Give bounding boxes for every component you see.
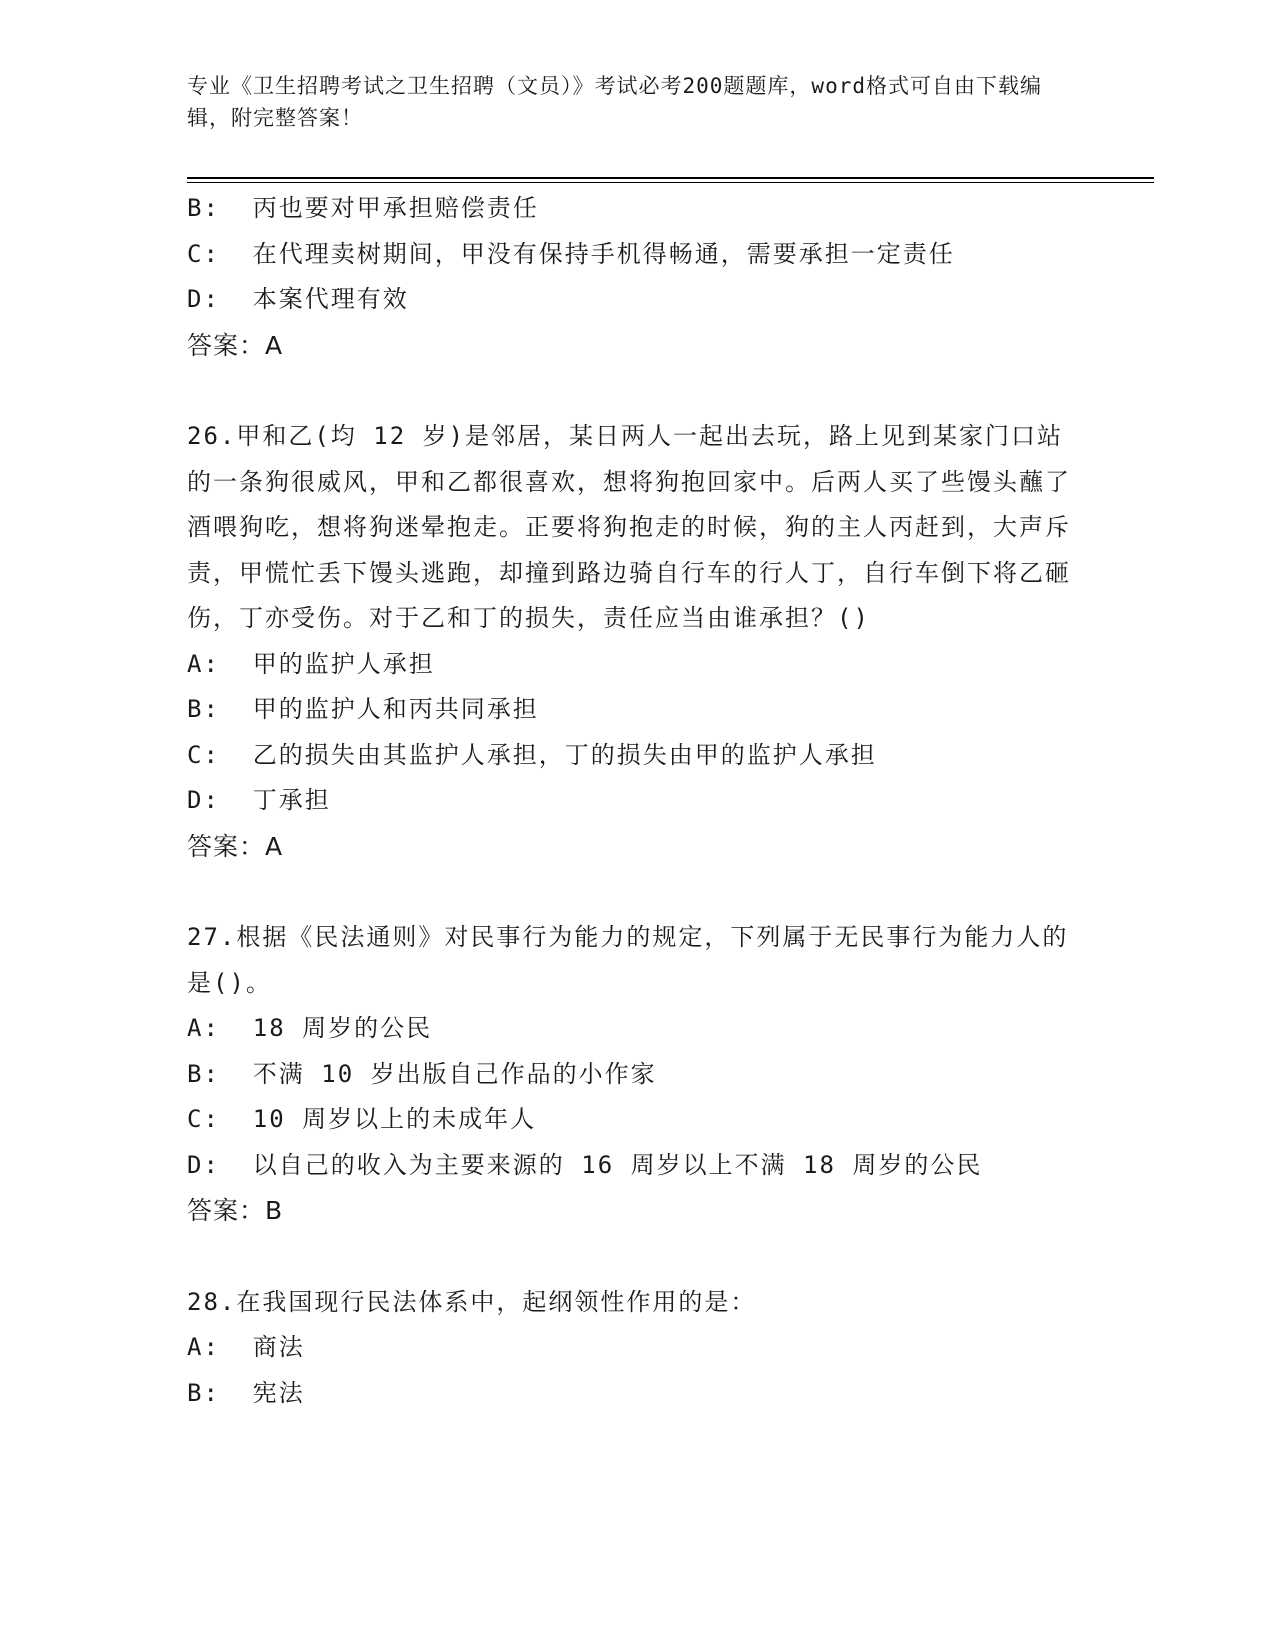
option-c: C: 10 周岁以上的未成年人 [187, 1105, 537, 1133]
option-b: B: 宪法 [187, 1378, 305, 1407]
option-d: D: 丁承担 [187, 786, 331, 814]
option-d: D: 以自己的收入为主要来源的 16 周岁以上不满 18 周岁的公民 [187, 1150, 983, 1179]
question-list [187, 186, 1087, 1416]
option-d: D: 本案代理有效 [187, 285, 409, 313]
header-divider [187, 177, 1154, 179]
option-a: A: 18 周岁的公民 [187, 1014, 433, 1042]
option-a: A: 商法 [187, 1333, 305, 1361]
question-26 [187, 414, 1087, 869]
answer: 答案：A [187, 330, 284, 360]
question-27 [187, 915, 1087, 1234]
option-c: C: 乙的损失由其监护人承担，丁的损失由甲的监护人承担 [187, 740, 877, 769]
option-a: A: 甲的监护人承担 [187, 649, 435, 678]
answer: 答案：B [187, 1196, 284, 1225]
question-28 [187, 1280, 1087, 1417]
header-divider-thin [187, 182, 1154, 183]
question-stem: 26.甲和乙(均 12 岁)是邻居，某日两人一起出去玩，路上见到某家门口站的一条狗很威风，甲和乙都很喜欢，想将狗抱回家中。后两人买了些馒头蘸了酒喂狗吃，想将狗迷晕抱走。正要将狗抱走的时候，狗的主人丙赶到，大声斥责，甲慌忙丢下馒头逃跑，却撞到路边骑自行车的行人丁，自行车倒下将乙砸伤，丁亦受伤。对于乙和丁的损失，责任应当由谁承担？() [187, 422, 1071, 632]
option-b: B: 不满 10 岁出版自己作品的小作家 [187, 1059, 657, 1088]
option-c: C: 在代理卖树期间，甲没有保持手机得畅通，需要承担一定责任 [187, 239, 955, 268]
question-25 [187, 186, 1087, 368]
question-stem: 27.根据《民法通则》对民事行为能力的规定，下列属于无民事行为能力人的是()。 [187, 923, 1069, 997]
question-stem: 28.在我国现行民法体系中，起纲领性作用的是： [187, 1287, 757, 1316]
document-header: 专业《卫生招聘考试之卫生招聘（文员）》考试必考200题题库，word格式可自由下载编辑，附完整答案！ [187, 74, 1042, 130]
option-b: B: 甲的监护人和丙共同承担 [187, 695, 539, 723]
answer: 答案：A [187, 831, 284, 861]
option-b: B: 丙也要对甲承担赔偿责任 [187, 194, 539, 222]
